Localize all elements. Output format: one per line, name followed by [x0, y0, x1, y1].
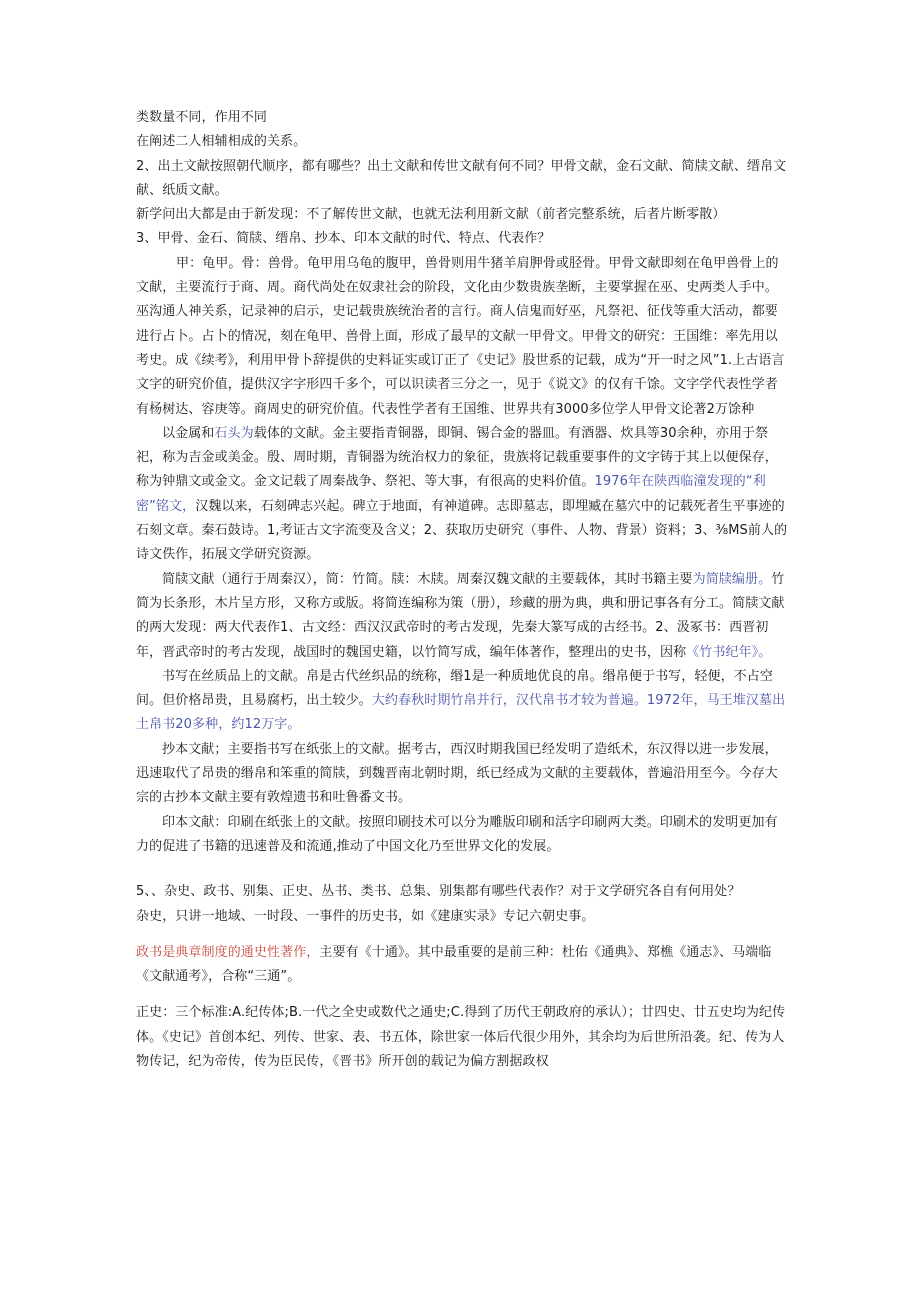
document-body: [136, 106, 790, 1074]
spacer: [136, 859, 790, 880]
text-span: 简牍文献（通行于周秦汉），简：竹简。牍：木牍。周秦汉魏文献的主要载体，其时书籍主要: [162, 571, 693, 587]
paragraph-jiagu: 甲：龟甲。骨：兽骨。龟甲用乌龟的腹甲，兽骨则用牛猪羊肩胛骨或胫骨。甲骨文献即刻在龟甲兽骨上的文献，主要流行于商、周。商代尚处在奴隶社会的阶段，文化由少数贵族垄断，主要掌握在巫、史两类人手中。巫沟通人神关系，记录神的启示，史记载贵族统治者的言行。商人信鬼而好巫，凡祭祀、征伐等重大活动，都要进行占卜。占卜的情况，刻在龟甲、兽骨上面，形成了最早的文献一甲骨文。甲骨文的研究：王国维：率先用以考史。成《续考》，利用甲骨卜辞提供的史料证实或订正了《史记》股世系的记载，成为“开一时之风”1.上古语言文字的研究价值，提供汉字字形四千多个，可以识读者三分之一，见于《说文》的仅有千馀。文字学代表性学者有杨树达、容庚等。商周史的研究价值。代表性学者有王国维、世界共有3000多位学人甲骨文论著2万馀种: [136, 255, 785, 417]
question-5: 5、、杂史、政书、别集、正史、丛书、类书、总集、别集都有哪些代表作？对于文学研究各自有何用处？: [136, 884, 741, 900]
highlight-span: 大约春秋时期竹帛并行，汉代帛书才较为普遍。1972年，马王堆汉墓出土帛书20多种，约12万字。: [136, 693, 786, 733]
question-2: 2、出土文献按照朝代顺序，都有哪些？出土文献和传世文献有何不同？甲骨文献，金石文献、简牍文献、缙帛文献、纸质文献。: [136, 158, 787, 198]
highlight-span: 1976年在陕西临潼发现的“利密”铭文，: [136, 474, 766, 514]
text-span: 汉魏以来，石刻碑志兴起。碑立于地面，有神道碑。志即墓志，即埋臧在墓穴中的记载死者生平事迹的石刻文章。秦石鼓诗。1,考证古文字流变及含义；2、获取历史研究（事件、人物、背景）资料；3、⅜MS前人的诗文佚作，拓展文学研究资源。: [136, 498, 788, 563]
highlight-span: 为简牍编册。: [692, 571, 772, 587]
text-line: 在阐述二人相辅相成的关系。: [136, 134, 307, 150]
highlight-span: 是典章制度的通史性著作，: [162, 944, 320, 960]
text-line: 类数量不同，作用不同: [136, 110, 268, 125]
paragraph-zhengshi: 正史：三个标准:A.纪传体;B.一代之全史或数代之通史;C.得到了历代王朝政府的承认）；廿四史、廿五史均为纪传体。《史记》首创本纪、列传、世家、表、书五体，除世家一体后代很少用外，其余均为后世所沿袭。纪、传为人物传记，纪为帝传，传为臣民传，《晋书》所开创的载记为偏方割据政权: [136, 1005, 786, 1069]
paragraph-jiandu: [136, 568, 790, 665]
paragraph-chaoben: 抄本文献；主要指书写在纸张上的文献。据考古，西汉时期我国已经发明了造纸术，东汉得以进一步发展，迅速取代了昂贵的缗帛和笨重的简牍，到魏晋南北朝时期，纸已经成为文献的主要载体，普遍沿用至今。今存大宗的古抄本文献主要有敦煌遗书和吐鲁番文书。: [136, 741, 778, 806]
text-span: 载体的文献。金主要指青铜器，即铜、锡合金的器皿。有酒器、炊具等30余种，亦用于祭祀，称为吉金或美金。殷、周时期，青铜器为统治权力的象征，贵族将记载重要事件的文字铸于其上以便保存，称为钟鼎文或金文。金文记载了周秦战争、祭祀、等大事，有很高的史料价值。: [136, 425, 778, 490]
text-span: 竹简为长条形，木片呈方形，又称方或版。将简连编称为策（册），珍藏的册为典，典和册记事各有分工。简牍文献的两大发现：两大代表作1、古文经：西汉汉武帝时的考古发现，先秦大篆写成的古经书。2、汲冢书：西晋初年，晋武帝时的考古发现，战国时的魏国史籍，以竹简写成，编年体著作，整理出的史书，因称: [136, 571, 785, 660]
paragraph-bo: [136, 665, 790, 738]
text-span: 主要有《十通》。其中最重要的是前三种：杜佑《通典》、郑樵《通志》、马端临《文献通考》，合称“三通”。: [136, 944, 772, 985]
highlight-span: 石头为: [214, 425, 254, 441]
question-3: 3、甲骨、金石、简牍、缙帛、抄本、印本文献的时代、特点、代表作？: [136, 231, 551, 247]
spacer: [136, 989, 790, 1001]
paragraph-jinshi: [136, 422, 790, 568]
question-2-note: 新学问出大都是由于新发现：不了解传世文献，也就无法利用新文献（前者完整系统，后者片断零散）: [136, 207, 726, 223]
paragraph-yinben: 印本文献：印刷在纸张上的文献。按照印刷技术可以分为雕版印刷和活字印刷两大类。印刷术的发明更加有力的促进了书籍的迅速普及和流通,推动了中国文化乃至世界文化的发展。: [136, 814, 778, 854]
highlight-span: 政书: [136, 944, 163, 960]
text-span: 书写在丝质品上的文献。帛是古代丝织品的统称，缗1是一种质地优良的帛。缗帛便于书写，轻便，不占空间。但价格昂贵，且易腐朽，出土较少。: [136, 668, 773, 709]
spacer: [136, 929, 790, 941]
paragraph-zhengshu: [136, 941, 790, 990]
highlight-span: 《竹书纪年》。: [686, 644, 772, 660]
paragraph-zashi: 杂史，只讲一地域、一时段、一事件的历史书，如《建康实录》专记六朝史事。: [136, 908, 595, 924]
text-span: 以金属和: [162, 425, 215, 441]
